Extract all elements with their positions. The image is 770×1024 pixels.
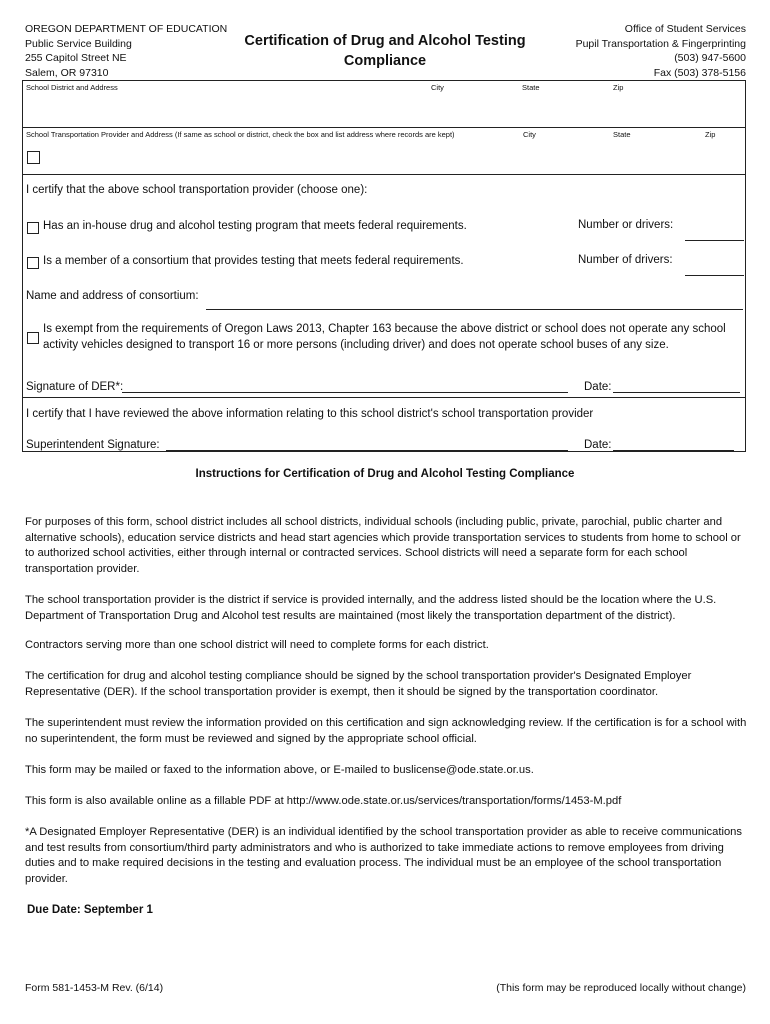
superintendent-signature-field[interactable] <box>166 450 568 451</box>
certification-form <box>22 80 746 452</box>
district-address-label: School District and Address <box>26 83 118 92</box>
reproduction-note: (This form may be reproduced locally without change) <box>496 982 746 994</box>
exempt-label: Is exempt from the requirements of Oregon Laws 2013, Chapter 163 because the above district or school does not operate any school activity vehicles designed to transport 16 or more persons (including driver) and does not operate school buses of any size. <box>43 323 726 351</box>
provider-zip-label: Zip <box>705 130 716 139</box>
consortium-member-checkbox[interactable] <box>27 257 39 269</box>
agency-address-block <box>25 22 227 80</box>
in-house-program-checkbox[interactable] <box>27 222 39 234</box>
superintendent-signature-label: Superintendent Signature: <box>26 439 160 451</box>
instructions-paragraph: The superintendent must review the information provided on this certification and sign acknowledging review. If the certification is for a school with no superintendent, the form must be reviewed and signed by the appropriate school official. <box>25 717 747 745</box>
district-city-label: City <box>431 83 444 92</box>
instructions-paragraph: For purposes of this form, school district includes all school districts, individual schools (including public, private, parochial, public charter and alternative schools), education service districts and head start agencies which provide transportation services to students from home to school or to authorized school activities, either through internal or contracted services. School districts will need a separate form for each school transportation provider. <box>25 516 741 575</box>
office-contact-block <box>576 22 746 80</box>
same-address-checkbox[interactable] <box>27 151 40 164</box>
in-house-program-label: Has an in-house drug and alcohol testing program that meets federal requirements. <box>43 220 467 232</box>
street-address: 255 Capitol Street NE <box>25 52 127 64</box>
in-house-driver-count-field[interactable] <box>685 240 744 241</box>
superintendent-date-field[interactable] <box>613 450 734 451</box>
form-title <box>230 31 540 71</box>
form-title-line1: Certification of Drug and Alcohol Testing <box>244 33 526 49</box>
der-signature-field[interactable] <box>122 392 568 393</box>
in-house-driver-count-label: Number or drivers: <box>578 219 674 231</box>
consortium-driver-count-field[interactable] <box>685 275 744 276</box>
district-state-label: State <box>522 83 540 92</box>
der-signature-label: Signature of DER*: <box>26 381 124 393</box>
exempt-checkbox[interactable] <box>27 332 39 344</box>
consortium-member-label: Is a member of a consortium that provides testing that meets federal requirements. <box>43 255 464 267</box>
der-date-label: Date: <box>584 381 612 393</box>
office-division: Pupil Transportation & Fingerprinting <box>575 37 746 50</box>
divider <box>23 127 745 128</box>
provider-state-label: State <box>613 130 631 139</box>
city-state-zip: Salem, OR 97310 <box>25 66 109 79</box>
instructions-paragraph: Contractors serving more than one school district will need to complete forms for each district. <box>25 639 489 651</box>
instructions-paragraph: The certification for drug and alcohol testing compliance should be signed by the school transportation provider's Designated Employer Representative (DER). If the school transportation provider is exempt, then it should be signed by the transportation coordinator. <box>25 670 692 698</box>
agency-name: OREGON DEPARTMENT OF EDUCATION <box>25 23 228 35</box>
form-title-line2: Compliance <box>343 53 427 69</box>
office-name: Office of Student Services <box>624 23 746 35</box>
der-definition-paragraph: *A Designated Employer Representative (DER) is an individual identified by the school transportation provider as able to receive communications and test results from consortium/third party administrators and who is authorized to take immediate actions to remove employees from driving duties and to make required decisions in the testing and evaluation process. The individual must be an employee of the school transportation provider. <box>25 826 742 885</box>
form-number: Form 581-1453-M Rev. (6/14) <box>25 982 164 994</box>
instructions-title: Instructions for Certification of Drug and Alcohol Testing Compliance <box>195 468 575 480</box>
consortium-name-label: Name and address of consortium: <box>26 290 199 302</box>
provider-address-label: School Transportation Provider and Address (If same as school or district, check the box and list address where records are kept) <box>26 130 455 139</box>
divider <box>23 174 745 175</box>
office-fax: Fax (503) 378-5156 <box>653 66 746 79</box>
provider-city-label: City <box>523 130 536 139</box>
instructions-paragraph: This form may be mailed or faxed to the information above, or E-mailed to buslicense@ode.state.or.us. <box>25 764 534 776</box>
der-date-field[interactable] <box>613 392 740 393</box>
due-date: Due Date: September 1 <box>27 904 153 916</box>
consortium-name-field[interactable] <box>206 309 743 310</box>
consortium-driver-count-label: Number of drivers: <box>578 254 673 266</box>
instructions-paragraph: The school transportation provider is the district if service is provided internally, and the address listed should be the location where the U.S. Department of Transportation Drug and Alcohol test results are maintained (most likely the transportation department of the district). <box>25 594 717 622</box>
building-name: Public Service Building <box>25 37 132 50</box>
district-zip-label: Zip <box>613 83 624 92</box>
superintendent-date-label: Date: <box>584 439 612 451</box>
office-phone: (503) 947-5600 <box>674 52 746 64</box>
instructions-paragraph: This form is also available online as a fillable PDF at http://www.ode.state.or.us/services/transportation/forms/1453-M.pdf <box>25 795 622 807</box>
certify-intro: I certify that the above school transportation provider (choose one): <box>26 184 368 196</box>
review-statement: I certify that I have reviewed the above information relating to this school district's school transportation provider <box>26 408 594 420</box>
divider <box>23 397 745 398</box>
